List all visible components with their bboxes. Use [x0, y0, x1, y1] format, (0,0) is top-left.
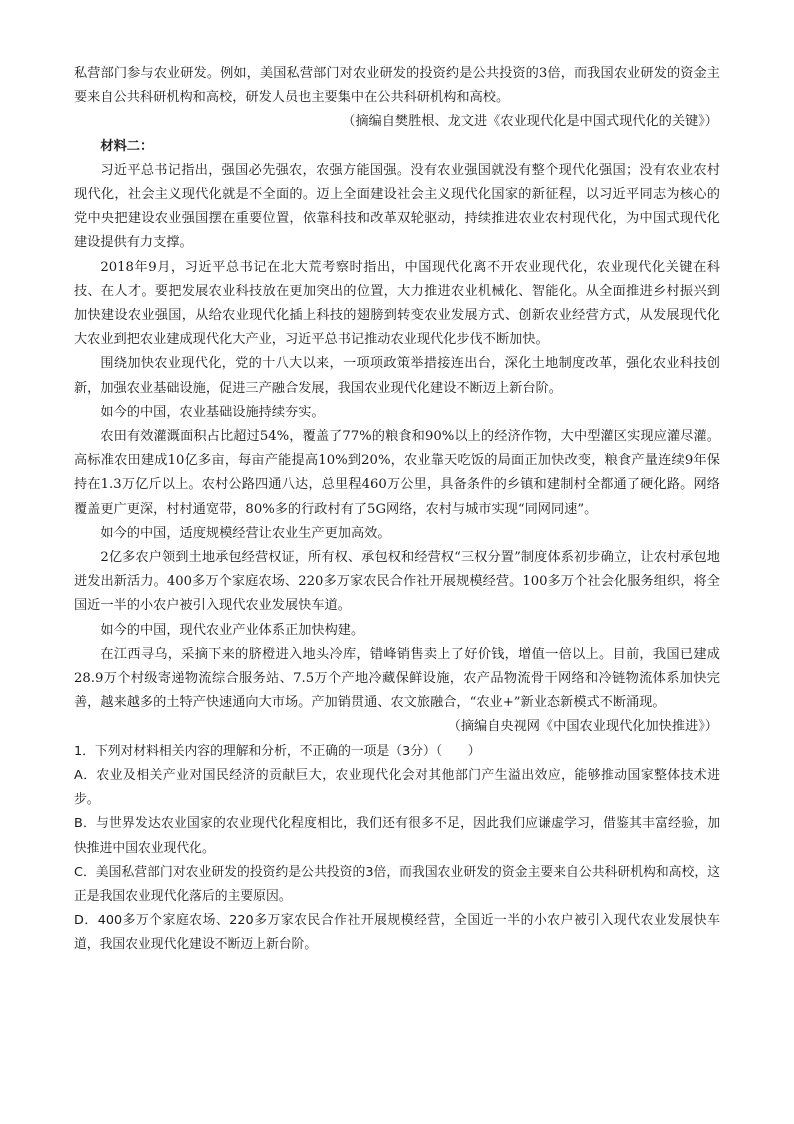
- material1-source: （摘编自樊胜根、龙文进《农业现代化是中国式现代化的关键》）: [342, 114, 718, 130]
- material2-paragraph-1: 习近平总书记指出，强国必先强农，农强方能国强。没有农业强国就没有整个现代化强国；没有农业农村现代化，社会主义现代化就是不全面的。迈上全面建设社会主义现代化国家的新征程，以习近平同志为核心的党中央把建设农业强国摆在重要位置，依靠科技和改革双轮驱动，持续推进农业农村现代化，为中国式现代化建设提供有力支撑。: [74, 162, 720, 251]
- question-1-stem: 1．下列对材料相关内容的理解和分析，不正确的一项是（3分）（ ）: [74, 743, 481, 759]
- material2-source: （摘编自央视网《中国农业现代化加快推进》）: [447, 719, 718, 735]
- question-1-option-d: D．400多万个家庭农场、220多万家农民合作社开展规模经营，全国近一半的小农户被引入现代农业发展快车道，我国农业现代化建设不断迈上新台阶。: [74, 913, 720, 953]
- material2-paragraph-3: 围绕加快农业现代化，党的十八大以来，一项项政策举措接连出台，深化土地制度改革，强化农业科技创新，加强农业基础设施，促进三产融合发展，我国农业现代化建设不断迈上新台阶。: [74, 356, 720, 396]
- material2-paragraph-6: 如今的中国，适度规模经营让农业生产更加高效。: [100, 525, 391, 541]
- material2-paragraph-5: 农田有效灌溉面积占比超过54%，覆盖了77%的粮食和90%以上的经济作物，大中型灌区实现应灌尽灌。高标准农田建成10亿多亩，每亩产能提高10%到20%，农业靠天吃饭的局面正加快改变，粮食产量连续9年保持在1.3万亿斤以上。农村公路四通八达，总里程460万公里，具备条件的乡镇和建制村全都通了硬化路。网络覆盖更广更深，村村通宽带，80%多的行政村有了5G网络，农村与城市实现“同网同速”。: [74, 429, 720, 517]
- question-1-option-a: A．农业及相关产业对国民经济的贡献巨大，农业现代化会对其他部门产生溢出效应，能够推动国家整体技术进步。: [74, 767, 720, 808]
- material2-paragraph-2: 2018年9月，习近平总书记在北大荒考察时指出，中国现代化离不开农业现代化，农业现代化关键在科技、在人才。要把发展农业科技放在更加突出的位置，大力推进农业机械化、智能化。从全面推进乡村振兴到加快建设农业强国，从给农业现代化插上科技的翅膀到转变农业发展方式、创新农业经营方式，从发展现代化大农业到把农业建成现代化大产业，习近平总书记推动农业现代化步伐不断加快。: [74, 259, 720, 348]
- question-1-option-b: B．与世界发达农业国家的农业现代化程度相比，我们还有很多不足，因此我们应谦虚学习，借鉴其丰富经验，加快推进中国农业现代化。: [74, 816, 720, 856]
- material1-paragraph: 私营部门参与农业研发。例如，美国私营部门对农业研发的投资约是公共投资的3倍，而我国农业研发的资金主要来自公共科研机构和高校，研发人员也主要集中在公共科研机构和高校。: [74, 66, 720, 106]
- material2-paragraph-9: 在江西寻乌，采摘下来的脐橙进入地头冷库，错峰销售卖上了好价钱，增值一倍以上。目前，我国已建成28.9万个村级寄递物流综合服务站、7.5万个产地冷藏保鲜设施，农产品物流骨干网络和冷链物流体系加快完善，越来越多的土特产快速通向大市场。产加销贯通、农文旅融合，“农业+”新业态新模式不断涌现。: [74, 646, 720, 711]
- material2-heading: 材料二：: [100, 138, 154, 154]
- material2-paragraph-7: 2亿多农户领到土地承包经营权证，所有权、承包权和经营权“三权分置”制度体系初步确立，让农村承包地迸发出新活力。400多万个家庭农场、220多万家农民合作社开展规模经营。100多万个社会化服务组织，将全国近一半的小农户被引入现代农业发展快车道。: [74, 550, 720, 614]
- question-1-option-c: C．美国私营部门对农业研发的投资约是公共投资的3倍，而我国农业研发的资金主要来自公共科研机构和高校，这正是我国农业现代化落后的主要原因。: [74, 864, 720, 904]
- material2-paragraph-4: 如今的中国，农业基础设施持续夯实。: [100, 404, 325, 420]
- material2-paragraph-8: 如今的中国，现代农业产业体系正加快构建。: [100, 622, 365, 638]
